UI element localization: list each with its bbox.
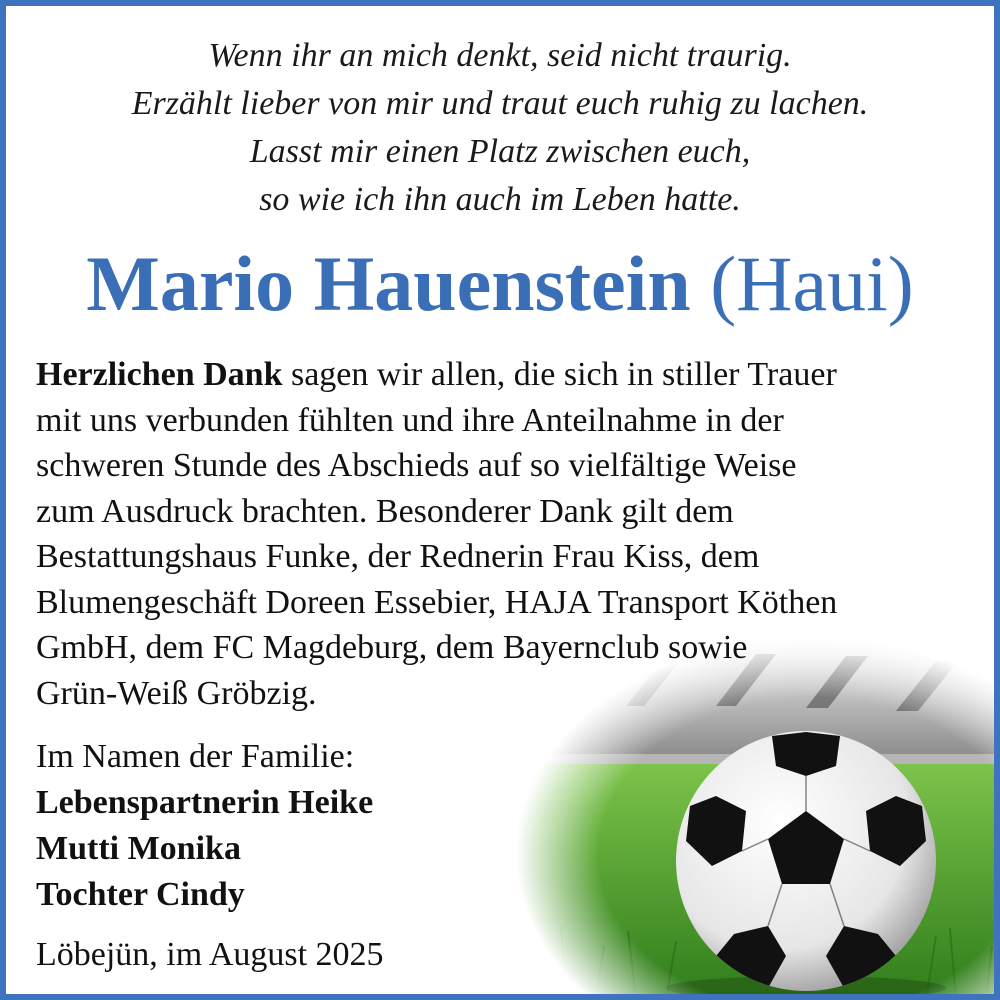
family-intro: Im Namen der Familie:	[36, 738, 355, 775]
verse-line: Lasst mir einen Platz zwischen euch,	[249, 133, 751, 170]
deceased-name	[6, 234, 994, 334]
deceased-full-name: Mario Hauenstein	[86, 240, 691, 327]
thanks-line: Blumengeschäft Doreen Essebier, HAJA Transport Köthen	[36, 583, 838, 621]
family-signature	[36, 734, 636, 918]
thanks-paragraph	[36, 352, 976, 716]
thanks-line-1	[36, 352, 976, 398]
verse-line: Erzählt lieber von mir und traut euch ruhig zu lachen.	[131, 85, 869, 122]
verse-line: Wenn ihr an mich denkt, seid nicht traurig.	[208, 37, 792, 74]
thanks-line: Bestattungshaus Funke, der Rednerin Frau Kiss, dem	[36, 538, 760, 575]
verse-line: so wie ich ihn auch im Leben hatte.	[259, 181, 741, 218]
thanks-lead: Herzlichen Dank	[36, 356, 283, 393]
thanks-line: schweren Stunde des Abschieds auf so vielfältige Weise	[36, 447, 797, 484]
place-and-date: Löbejün, im August 2025	[36, 936, 384, 973]
thanks-line: Grün-Weiß Gröbzig.	[36, 674, 317, 712]
family-member: Lebenspartnerin Heike	[36, 784, 374, 821]
thanks-line: GmbH, dem FC Magdeburg, dem Bayernclub sowie	[36, 629, 748, 666]
family-member: Tochter Cindy	[36, 876, 245, 913]
thanks-line: sagen wir allen, die sich in stiller Trauer	[282, 356, 837, 393]
memorial-verse	[6, 32, 994, 224]
family-member: Mutti Monika	[36, 830, 241, 867]
thanks-line: mit uns verbunden fühlten und ihre Anteilnahme in der	[36, 401, 784, 439]
thanks-line: zum Ausdruck brachten. Besonderer Dank gilt dem	[36, 492, 734, 530]
deceased-nickname: (Haui)	[710, 240, 914, 327]
